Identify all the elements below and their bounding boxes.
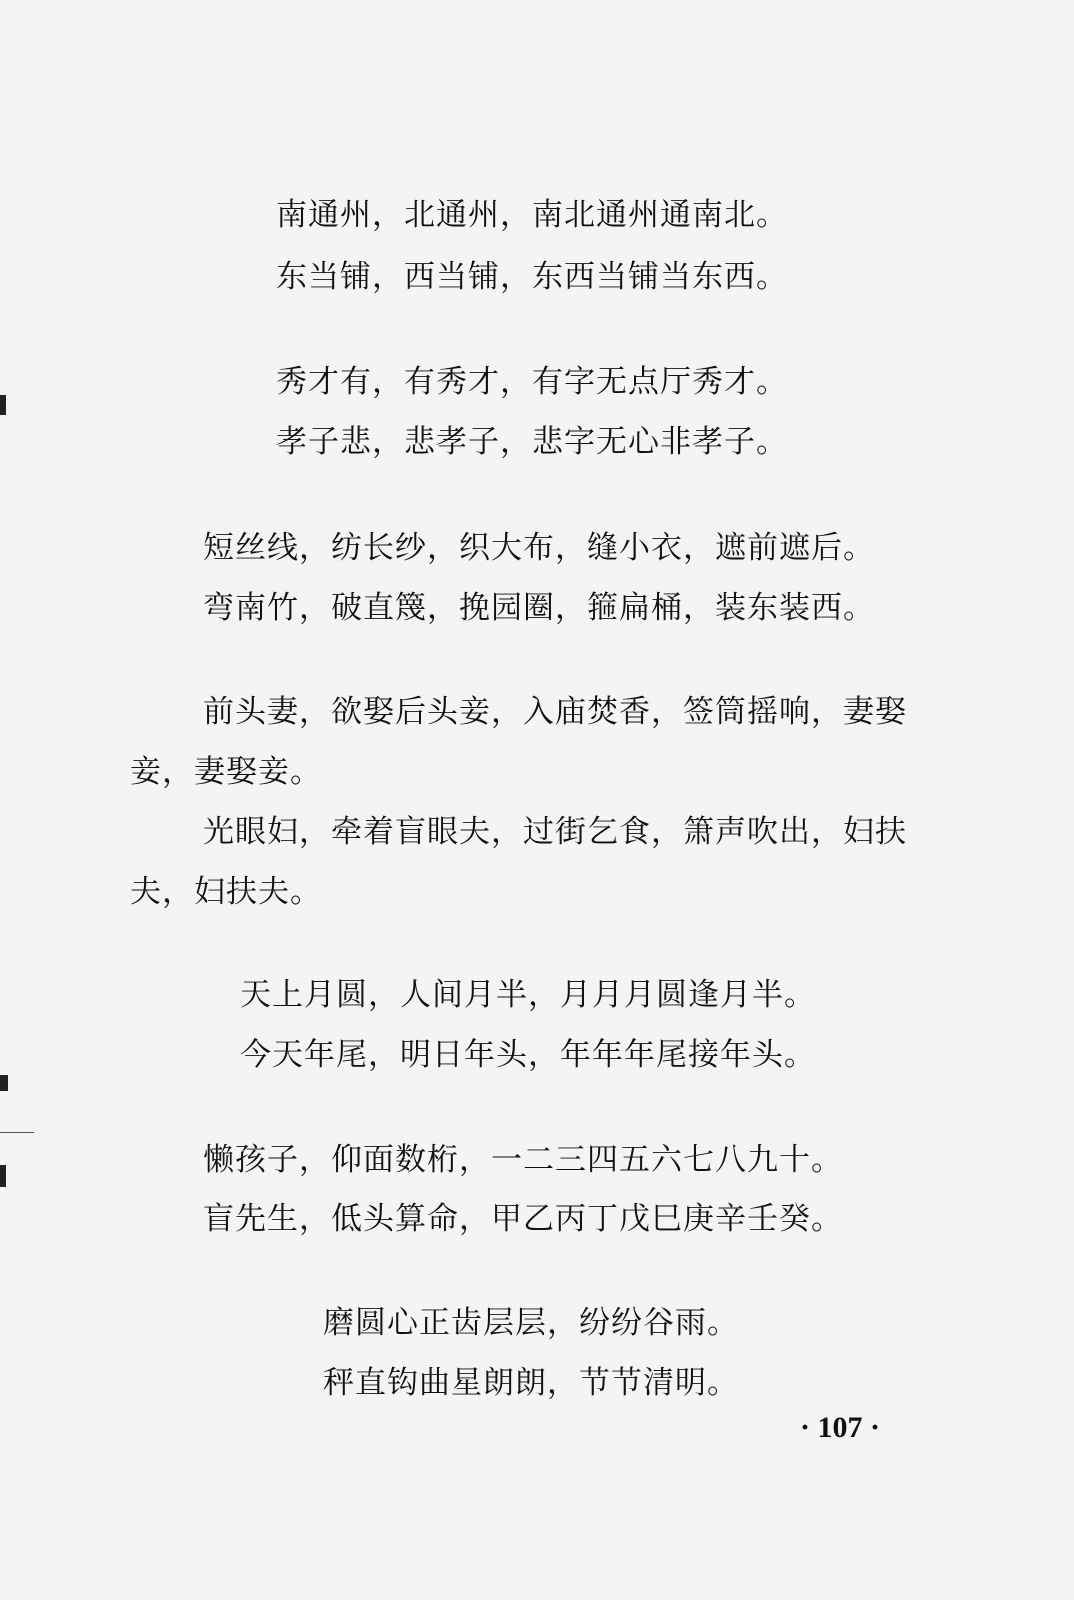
text-line-13: 懒孩子，仰面数桁，一二三四五六七八九十。 xyxy=(203,1142,843,1178)
text-line-6: 弯南竹，破直篾，挽园圈，箍扁桶，装东装西。 xyxy=(203,590,875,626)
scan-edge-mark xyxy=(0,395,6,415)
text-line-1: 南通州，北通州，南北通州通南北。 xyxy=(276,197,788,233)
page-number: · 107 · xyxy=(800,1411,881,1444)
text-line-2: 东当铺，西当铺，东西当铺当东西。 xyxy=(276,259,788,295)
text-line-3: 秀才有，有秀才，有字无点厅秀才。 xyxy=(276,364,788,400)
text-line-15: 磨圆心正齿层层，纷纷谷雨。 xyxy=(323,1305,739,1341)
text-line-12: 今天年尾，明日年头，年年年尾接年头。 xyxy=(240,1037,816,1073)
text-line-10: 夫，妇扶夫。 xyxy=(130,874,322,910)
scan-edge-line xyxy=(0,1132,34,1133)
text-line-4: 孝子悲，悲孝子，悲字无心非孝子。 xyxy=(276,424,788,460)
text-line-16: 秤直钩曲星朗朗，节节清明。 xyxy=(323,1365,739,1401)
scan-edge-mark xyxy=(0,1075,8,1091)
text-line-8: 妾，妻娶妾。 xyxy=(130,754,322,790)
text-line-7: 前头妻，欲娶后头妾，入庙焚香，签筒摇响，妻娶 xyxy=(203,694,907,730)
scan-edge-mark xyxy=(0,1165,6,1187)
text-line-11: 天上月圆，人间月半，月月月圆逢月半。 xyxy=(240,977,816,1013)
text-line-9: 光眼妇，牵着盲眼夫，过街乞食，箫声吹出，妇扶 xyxy=(203,814,907,850)
text-line-14: 盲先生，低头算命，甲乙丙丁戊巳庚辛壬癸。 xyxy=(203,1201,843,1237)
text-line-5: 短丝线，纺长纱，织大布，缝小衣，遮前遮后。 xyxy=(203,530,875,566)
